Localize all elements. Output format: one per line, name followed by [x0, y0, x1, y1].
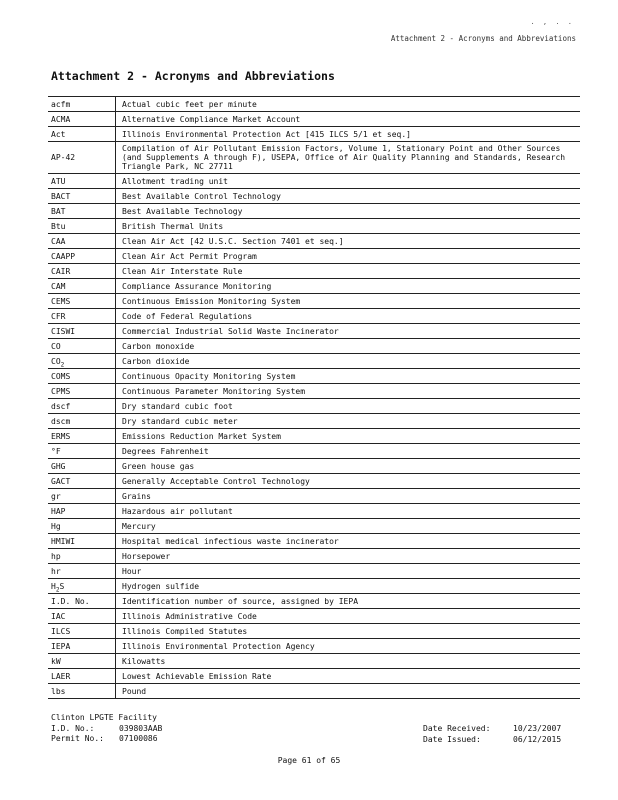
- facility-name: Clinton LPGTE Facility: [51, 713, 157, 722]
- acronym-term-text: I.D. No.: [51, 596, 90, 606]
- acronym-term: [48, 174, 116, 189]
- acronym-term: [48, 219, 116, 234]
- acronym-term: [48, 684, 116, 699]
- table-row: [48, 654, 580, 669]
- acronym-definition: Best Available Control Technology: [116, 189, 581, 204]
- acronym-term: [48, 489, 116, 504]
- acronym-term: [48, 399, 116, 414]
- acronym-definition: Compliance Assurance Monitoring: [116, 279, 581, 294]
- acronym-definition: Alternative Compliance Market Account: [116, 112, 581, 127]
- date-received-line: [423, 724, 561, 735]
- acronym-term: [48, 639, 116, 654]
- acronym-definition: Continuous Opacity Monitoring System: [116, 369, 581, 384]
- acronym-term-text: CFR: [51, 311, 66, 321]
- table-row: [48, 549, 580, 564]
- acronym-term-text: Btu: [51, 221, 66, 231]
- acronym-definition: British Thermal Units: [116, 219, 581, 234]
- acronym-definition: Emissions Reduction Market System: [116, 429, 581, 444]
- acronym-term: [48, 414, 116, 429]
- acronym-term: [48, 564, 116, 579]
- acronym-definition: Code of Federal Regulations: [116, 309, 581, 324]
- acronym-definition: Continuous Parameter Monitoring System: [116, 384, 581, 399]
- table-row: [48, 324, 580, 339]
- acronym-definition: Carbon monoxide: [116, 339, 581, 354]
- acronym-term-text: BACT: [51, 191, 71, 201]
- acronym-term-text: BAT: [51, 206, 66, 216]
- acronym-term: [48, 549, 116, 564]
- acronym-term-text: hr: [51, 566, 61, 576]
- table-row: [48, 264, 580, 279]
- acronym-definition: Compilation of Air Pollutant Emission Factors, Volume 1, Stationary Point and Other Sources (and Supplements A through F), USEPA, Office of Air Quality Planning and Standards, Research Triangle Park, NC 27711: [116, 142, 581, 174]
- table-row: [48, 609, 580, 624]
- acronym-term-text: IEPA: [51, 641, 71, 651]
- table-row: [48, 579, 580, 594]
- acronym-term-text: GACT: [51, 476, 71, 486]
- table-row: [48, 534, 580, 549]
- acronym-term-text: ILCS: [51, 626, 71, 636]
- acronym-table-body: [48, 97, 580, 699]
- acronym-definition: Clean Air Interstate Rule: [116, 264, 581, 279]
- acronym-term: [48, 97, 116, 112]
- acronym-term: [48, 294, 116, 309]
- acronym-term-text: CPMS: [51, 386, 71, 396]
- acronym-term-text: ATU: [51, 176, 66, 186]
- acronym-term-text: IAC: [51, 611, 66, 621]
- permit-number-label: Permit No.:: [51, 734, 104, 743]
- acronym-term-text: gr: [51, 491, 61, 501]
- acronym-definition: Grains: [116, 489, 581, 504]
- table-row: [48, 294, 580, 309]
- acronym-term-text: HAP: [51, 506, 66, 516]
- acronym-definition: Illinois Environmental Protection Agency: [116, 639, 581, 654]
- acronym-definition: Generally Acceptable Control Technology: [116, 474, 581, 489]
- date-received-label: Date Received:: [423, 724, 491, 733]
- acronym-term-text: Hg: [51, 521, 61, 531]
- table-row: [48, 219, 580, 234]
- acronym-table: [48, 96, 580, 699]
- acronym-term-text: CEMS: [51, 296, 71, 306]
- date-issued-line: [423, 735, 561, 746]
- date-issued-value: 06/12/2015: [513, 734, 562, 744]
- page-title: Attachment 2 - Acronyms and Abbreviations: [51, 69, 335, 83]
- acronym-term: [48, 249, 116, 264]
- acronym-term: [48, 264, 116, 279]
- acronym-definition: Lowest Achievable Emission Rate: [116, 669, 581, 684]
- page-number: Page 61 of 65: [277, 756, 341, 765]
- table-row: [48, 369, 580, 384]
- acronym-term: [48, 142, 116, 174]
- acronym-definition: Actual cubic feet per minute: [116, 97, 581, 112]
- acronym-term-suffix: S: [59, 581, 65, 591]
- table-row: [48, 384, 580, 399]
- acronym-term: [48, 624, 116, 639]
- acronym-term-text: ACMA: [51, 114, 71, 124]
- acronym-term: [48, 429, 116, 444]
- acronym-term: [48, 354, 116, 369]
- acronym-term-text: CAA: [51, 236, 66, 246]
- acronym-term-text: LAER: [51, 671, 71, 681]
- table-row: [48, 174, 580, 189]
- acronym-term-subscript: 2: [60, 361, 65, 369]
- table-row: [48, 204, 580, 219]
- acronym-term-text: lbs: [51, 686, 66, 696]
- acronym-term: [48, 339, 116, 354]
- acronym-term-text: ERMS: [51, 431, 71, 441]
- acronym-term-text: CAIR: [51, 266, 71, 276]
- table-row: [48, 474, 580, 489]
- acronym-term-text: CISWI: [51, 326, 76, 336]
- acronym-term-text: acfm: [51, 99, 71, 109]
- acronym-term: [48, 309, 116, 324]
- acronym-term-text: CO: [51, 341, 61, 351]
- acronym-definition: Pound: [116, 684, 581, 699]
- table-row: [48, 339, 580, 354]
- table-row: [48, 234, 580, 249]
- acronym-term-text: GHG: [51, 461, 66, 471]
- acronym-definition: Identification number of source, assigned by IEPA: [116, 594, 581, 609]
- acronym-term-text: Act: [51, 129, 66, 139]
- table-row: [48, 444, 580, 459]
- footer-facility-block: [51, 713, 162, 745]
- acronym-term: [48, 112, 116, 127]
- table-row: [48, 279, 580, 294]
- acronym-term: [48, 204, 116, 219]
- acronym-term: [48, 669, 116, 684]
- acronym-term: [48, 579, 116, 594]
- acronym-term-subscript: 2: [55, 586, 60, 594]
- acronym-definition: Dry standard cubic foot: [116, 399, 581, 414]
- acronym-term-text: °F: [51, 446, 61, 456]
- acronym-definition: Continuous Emission Monitoring System: [116, 294, 581, 309]
- acronym-term: [48, 504, 116, 519]
- acronym-definition: Hazardous air pollutant: [116, 504, 581, 519]
- table-row: [48, 142, 580, 174]
- acronym-term-text: CAAPP: [51, 251, 76, 261]
- acronym-term: [48, 369, 116, 384]
- acronym-definition: Hospital medical infectious waste incinerator: [116, 534, 581, 549]
- acronym-term: [48, 384, 116, 399]
- table-row: [48, 189, 580, 204]
- acronym-term-text: kW: [51, 656, 61, 666]
- footer-dates-block: [423, 724, 561, 745]
- page-mark: . , . .: [530, 18, 574, 26]
- acronym-term-text: CO: [51, 356, 61, 366]
- acronym-definition: Clean Air Act [42 U.S.C. Section 7401 et seq.]: [116, 234, 581, 249]
- table-row: [48, 414, 580, 429]
- acronym-term: [48, 444, 116, 459]
- acronym-term: [48, 519, 116, 534]
- acronym-term-text: dscf: [51, 401, 71, 411]
- acronym-term-text: COMS: [51, 371, 71, 381]
- table-row: [48, 504, 580, 519]
- date-issued-label: Date Issued:: [423, 734, 481, 744]
- table-row: [48, 564, 580, 579]
- acronym-term: [48, 189, 116, 204]
- acronym-definition: Green house gas: [116, 459, 581, 474]
- acronym-term: [48, 474, 116, 489]
- acronym-definition: Illinois Compiled Statutes: [116, 624, 581, 639]
- id-number-label: I.D. No.:: [51, 723, 95, 733]
- permit-number-value: 07100086: [119, 734, 158, 743]
- acronym-definition: Mercury: [116, 519, 581, 534]
- table-row: [48, 127, 580, 142]
- acronym-definition: Illinois Administrative Code: [116, 609, 581, 624]
- acronym-term-text: dscm: [51, 416, 71, 426]
- table-row: [48, 669, 580, 684]
- acronym-definition: Kilowatts: [116, 654, 581, 669]
- acronym-definition: Illinois Environmental Protection Act [415 ILCS 5/1 et seq.]: [116, 127, 581, 142]
- table-row: [48, 489, 580, 504]
- acronym-term: [48, 324, 116, 339]
- table-row: [48, 684, 580, 699]
- acronym-definition: Allotment trading unit: [116, 174, 581, 189]
- table-row: [48, 249, 580, 264]
- date-received-value: 10/23/2007: [513, 724, 562, 733]
- acronym-term-text: CAM: [51, 281, 66, 291]
- acronym-term: [48, 127, 116, 142]
- permit-number-line: [51, 734, 162, 745]
- acronym-term-text: HMIWI: [51, 536, 76, 546]
- acronym-term: [48, 594, 116, 609]
- acronym-term: [48, 234, 116, 249]
- acronym-definition: Carbon dioxide: [116, 354, 581, 369]
- table-row: [48, 519, 580, 534]
- acronym-definition: Hydrogen sulfide: [116, 579, 581, 594]
- table-row: [48, 459, 580, 474]
- acronym-term: [48, 459, 116, 474]
- table-row: [48, 624, 580, 639]
- table-row: [48, 429, 580, 444]
- table-row: [48, 399, 580, 414]
- acronym-definition: Best Available Technology: [116, 204, 581, 219]
- acronym-definition: Commercial Industrial Solid Waste Incinerator: [116, 324, 581, 339]
- acronym-definition: Degrees Fahrenheit: [116, 444, 581, 459]
- acronym-term: [48, 609, 116, 624]
- table-row: [48, 112, 580, 127]
- acronym-definition: Dry standard cubic meter: [116, 414, 581, 429]
- acronym-term: [48, 654, 116, 669]
- table-row: [48, 639, 580, 654]
- acronym-term-text: H: [51, 581, 56, 591]
- acronym-term-text: hp: [51, 551, 61, 561]
- running-header: Attachment 2 - Acronyms and Abbreviations: [390, 34, 576, 43]
- table-row: [48, 354, 580, 369]
- acronym-definition: Horsepower: [116, 549, 581, 564]
- acronym-term-text: AP-42: [51, 153, 76, 162]
- acronym-definition: Hour: [116, 564, 581, 579]
- acronym-term: [48, 279, 116, 294]
- acronym-term: [48, 534, 116, 549]
- table-row: [48, 309, 580, 324]
- table-row: [48, 97, 580, 112]
- table-row: [48, 594, 580, 609]
- id-number-line: [51, 724, 162, 735]
- acronym-definition: Clean Air Act Permit Program: [116, 249, 581, 264]
- id-number-value: 039803AAB: [119, 723, 163, 733]
